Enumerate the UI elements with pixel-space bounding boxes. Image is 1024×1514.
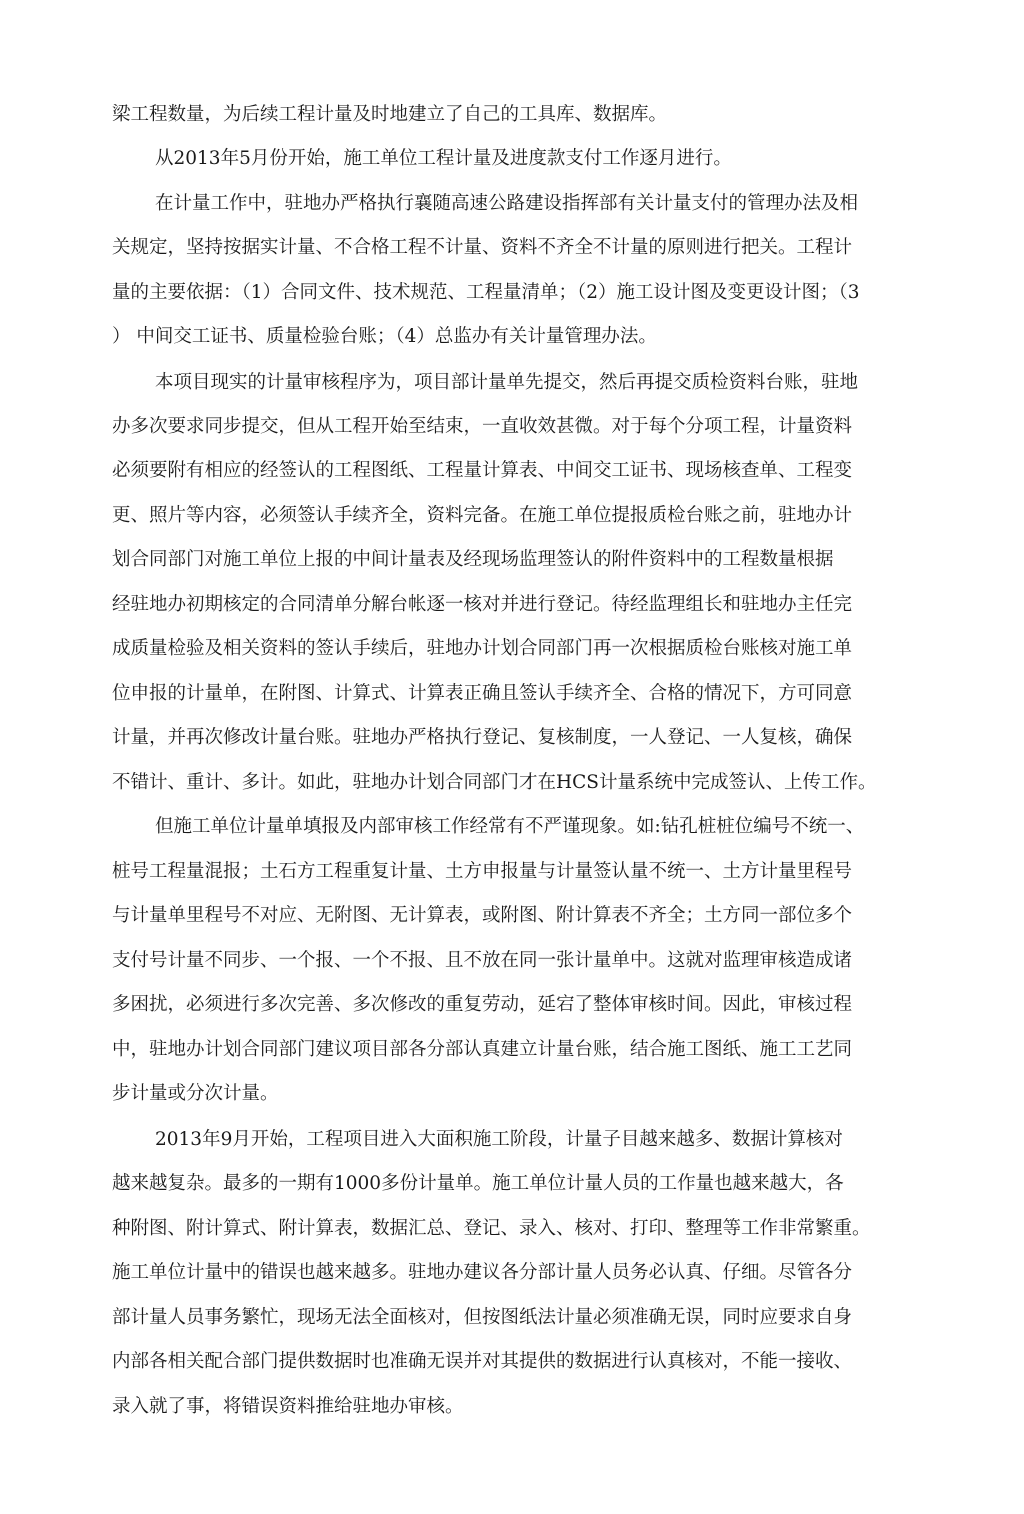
text-line: 在计量工作中，驻地办严格执行襄随高速公路建设指挥部有关计量支付的管理办法及相: [155, 193, 859, 214]
text-line: 关规定，坚持按据实计量、不合格工程不计量、资料不齐全不计量的原则进行把关。工程计: [112, 237, 853, 258]
text-line: 梁工程数量，为后续工程计量及时地建立了自己的工具库、数据库。: [112, 104, 668, 125]
text-line: 本项目现实的计量审核程序为，项目部计量单先提交，然后再提交质检资料台账，驻地: [155, 372, 859, 393]
text-line: 办多次要求同步提交，但从工程开始至结束，一直收效甚微。对于每个分项工程，计量资料: [112, 416, 853, 437]
text-line: 多困扰，必须进行多次完善、多次修改的重复劳动，延宕了整体审核时间。因此，审核过程: [112, 994, 853, 1015]
text-line: 中，驻地办计划合同部门建议项目部各分部认真建立计量台账，结合施工图纸、施工工艺同: [112, 1039, 853, 1060]
text-line: 步计量或分次计量。: [112, 1083, 279, 1104]
text-line: 必须要附有相应的经签认的工程图纸、工程量计算表、中间交工证书、现场核查单、工程变: [112, 460, 853, 481]
text-line: 录入就了事，将错误资料推给驻地办审核。: [112, 1396, 464, 1417]
text-line: 施工单位计量中的错误也越来越多。驻地办建议各分部计量人员务必认真、仔细。尽管各分: [112, 1262, 853, 1283]
text-line: 但施工单位计量单填报及内部审核工作经常有不严谨现象。如:钻孔桩桩位编号不统一、: [155, 816, 865, 837]
text-line: 经驻地办初期核定的合同清单分解台帐逐一核对并进行登记。待经监理组长和驻地办主任完: [112, 594, 853, 615]
text-line: 与计量单里程号不对应、无附图、无计算表，或附图、附计算表不齐全；土方同一部位多个: [112, 905, 853, 926]
text-line: 不错计、重计、多计。如此，驻地办计划合同部门才在HCS计量系统中完成签认、上传工作。: [112, 772, 877, 793]
text-line: 位申报的计量单，在附图、计算式、计算表正确且签认手续齐全、合格的情况下，方可同意: [112, 683, 853, 704]
text-line: 划合同部门对施工单位上报的中间计量表及经现场监理签认的附件资料中的工程数量根据: [112, 549, 834, 570]
text-line: 2013年9月开始，工程项目进入大面积施工阶段，计量子目越来越多、数据计算核对: [155, 1129, 843, 1150]
text-line: 计量，并再次修改计量台账。驻地办严格执行登记、复核制度，一人登记、一人复核，确保: [112, 727, 853, 748]
text-line: 内部各相关配合部门提供数据时也准确无误并对其提供的数据进行认真核对，不能一接收、: [112, 1351, 853, 1372]
text-line: 支付号计量不同步、一个报、一个不报、且不放在同一张计量单中。这就对监理审核造成诸: [112, 950, 853, 971]
text-line: 更、照片等内容，必须签认手续齐全，资料完备。在施工单位提报质检台账之前，驻地办计: [112, 505, 853, 526]
text-line: 成质量检验及相关资料的签认手续后，驻地办计划合同部门再一次根据质检台账核对施工单: [112, 638, 853, 659]
text-line: 量的主要依据：（1）合同文件、技术规范、工程量清单；（2）施工设计图及变更设计图；（3: [112, 282, 860, 303]
text-line: 种附图、附计算式、附计算表，数据汇总、登记、录入、核对、打印、整理等工作非常繁重。: [112, 1218, 871, 1239]
text-line: 越来越复杂。最多的一期有1000多份计量单。施工单位计量人员的工作量也越来越大，各: [112, 1173, 844, 1194]
text-line: 从2013年5月份开始，施工单位工程计量及进度款支付工作逐月进行。: [155, 148, 732, 169]
text-line: 部计量人员事务繁忙，现场无法全面核对，但按图纸法计量必须准确无误，同时应要求自身: [112, 1307, 853, 1328]
text-line: 桩号工程量混报；土石方工程重复计量、土方申报量与计量签认量不统一、土方计量里程号: [112, 861, 853, 882]
text-line: ） 中间交工证书、质量检验台账；（4）总监办有关计量管理办法。: [112, 326, 657, 347]
